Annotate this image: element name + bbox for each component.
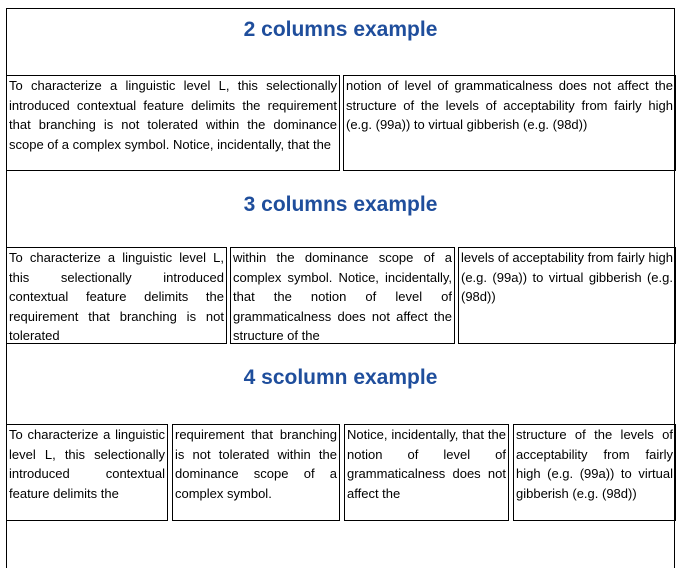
section-title-2-columns: 2 columns example bbox=[243, 18, 438, 41]
column-2-of-3 bbox=[230, 247, 455, 344]
column-1-of-4 bbox=[6, 424, 168, 521]
column-text: To characterize a linguistic level L, this selectionally introduced contextual feature delimits the bbox=[9, 427, 165, 501]
column-text: To characterize a linguistic level L, this selectionally introduced contextual feature delimits the requirement that branching is not tolerated within the dominance scope of a complex symbol. Notice, incidentally, that the bbox=[9, 78, 337, 152]
section-title-3-columns: 3 columns example bbox=[243, 193, 438, 216]
column-3-of-4 bbox=[344, 424, 509, 521]
column-text: within the dominance scope of a complex symbol. Notice, incidentally, that the notion of level of grammaticalness does not affect the structure of the bbox=[233, 250, 452, 343]
column-text: notion of level of grammaticalness does not affect the structure of the levels of acceptability from fairly high (e.g. (99a)) to virtual gibberish (e.g. (98d)) bbox=[346, 78, 673, 132]
column-3-of-3 bbox=[458, 247, 676, 344]
column-1-of-2 bbox=[6, 75, 340, 171]
column-1-of-3 bbox=[6, 247, 227, 344]
column-2-of-2 bbox=[343, 75, 676, 171]
column-text: To characterize a linguistic level L, this selectionally introduced contextual feature delimits the requirement that branching is not tolerated bbox=[9, 250, 224, 343]
column-text: structure of the levels of acceptability from fairly high (e.g. (99a)) to virtual gibberish (e.g. (98d)) bbox=[516, 427, 673, 501]
column-text: Notice, incidentally, that the notion of level of grammaticalness does not affect the bbox=[347, 427, 506, 501]
section-title-4-columns: 4 scolumn example bbox=[243, 366, 438, 389]
column-text: levels of acceptability from fairly high (e.g. (99a)) to virtual gibberish (e.g. (98d)) bbox=[461, 250, 673, 304]
column-text: requirement that branching is not tolerated within the dominance scope of a complex symbol. bbox=[175, 427, 337, 501]
column-4-of-4 bbox=[513, 424, 676, 521]
column-2-of-4 bbox=[172, 424, 340, 521]
